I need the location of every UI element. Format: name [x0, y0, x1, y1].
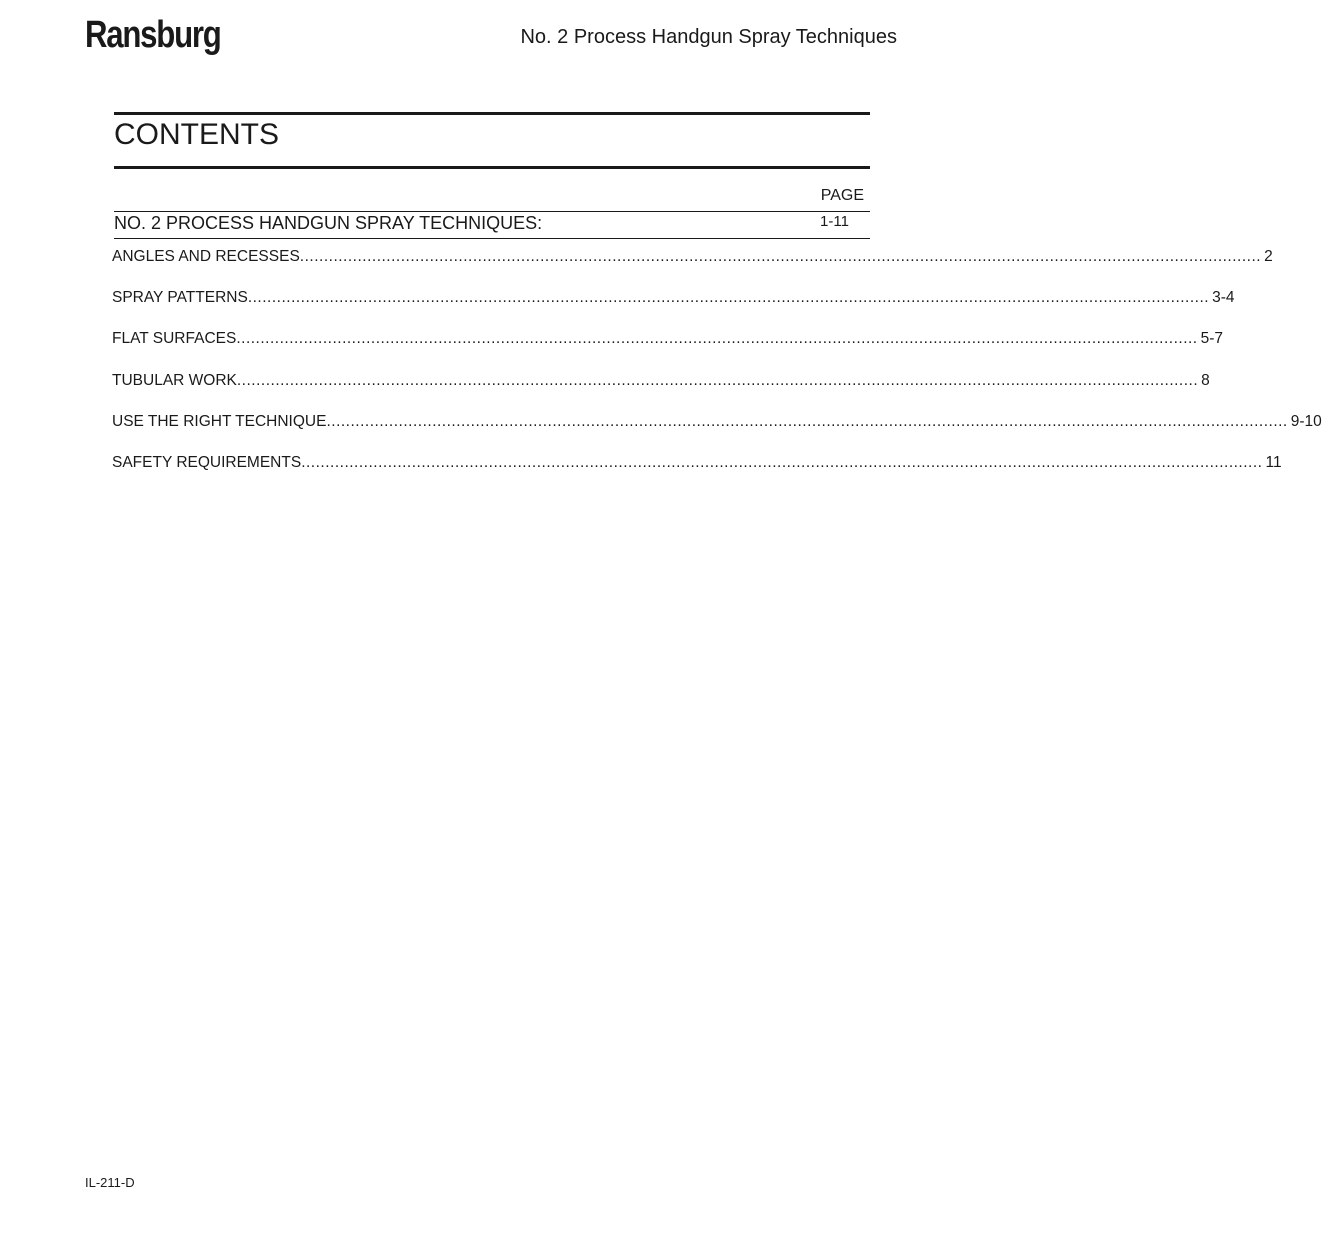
toc-entry-page: 8	[1201, 371, 1210, 389]
section-title: NO. 2 PROCESS HANDGUN SPRAY TECHNIQUES:	[114, 213, 543, 233]
contents-heading: CONTENTS	[114, 118, 279, 151]
toc-leader-dots: ........................................................................................................................................................................................................	[299, 248, 1262, 265]
toc-leader-dots: ........................................................................................................................................................................................................	[236, 330, 1198, 348]
heading-rule	[114, 166, 870, 169]
toc-entry[interactable]	[112, 453, 1282, 495]
toc-entry[interactable]	[112, 248, 1273, 289]
toc-entry-label: FLAT SURFACES	[112, 330, 237, 348]
toc-entry-label: SAFETY REQUIREMENTS	[112, 453, 302, 471]
company-logo: Ransburg	[85, 14, 221, 56]
toc-entry-page: 11	[1265, 453, 1282, 471]
toc-entry[interactable]	[112, 412, 1322, 454]
toc-leader-dots: ........................................................................................................................................................................................................	[326, 412, 1288, 430]
document-number: IL-211-D	[85, 1175, 135, 1190]
toc-entry-label: TUBULAR WORK	[112, 371, 237, 389]
toc-entry-page: 9-10	[1290, 412, 1322, 430]
toc-leader-dots: ........................................................................................................................................................................................................	[301, 453, 1263, 471]
toc-leader-dots: ........................................................................................................................................................................................................	[236, 371, 1199, 389]
toc-entry-page: 5-7	[1200, 330, 1224, 348]
document-title: No. 2 Process Handgun Spray Techniques	[520, 26, 897, 48]
toc-entry[interactable]	[112, 289, 1235, 330]
toc-list	[112, 248, 1322, 495]
section-pages: 1-11	[820, 213, 849, 230]
toc-entry[interactable]	[112, 330, 1224, 371]
toc-entry-page: 2	[1264, 248, 1273, 265]
toc-entry[interactable]	[112, 371, 1210, 413]
top-rule	[114, 112, 870, 115]
toc-entry-page: 3-4	[1212, 289, 1235, 307]
toc-entry-label: USE THE RIGHT TECHNIQUE	[112, 412, 327, 430]
toc-entry-label: ANGLES AND RECESSES	[112, 248, 300, 265]
toc-entry-label: SPRAY PATTERNS	[112, 289, 248, 307]
section-top-rule	[114, 211, 870, 212]
page-column-label: PAGE	[820, 187, 864, 204]
section-bottom-rule	[114, 238, 870, 239]
toc-leader-dots: ........................................................................................................................................................................................................	[247, 289, 1210, 307]
